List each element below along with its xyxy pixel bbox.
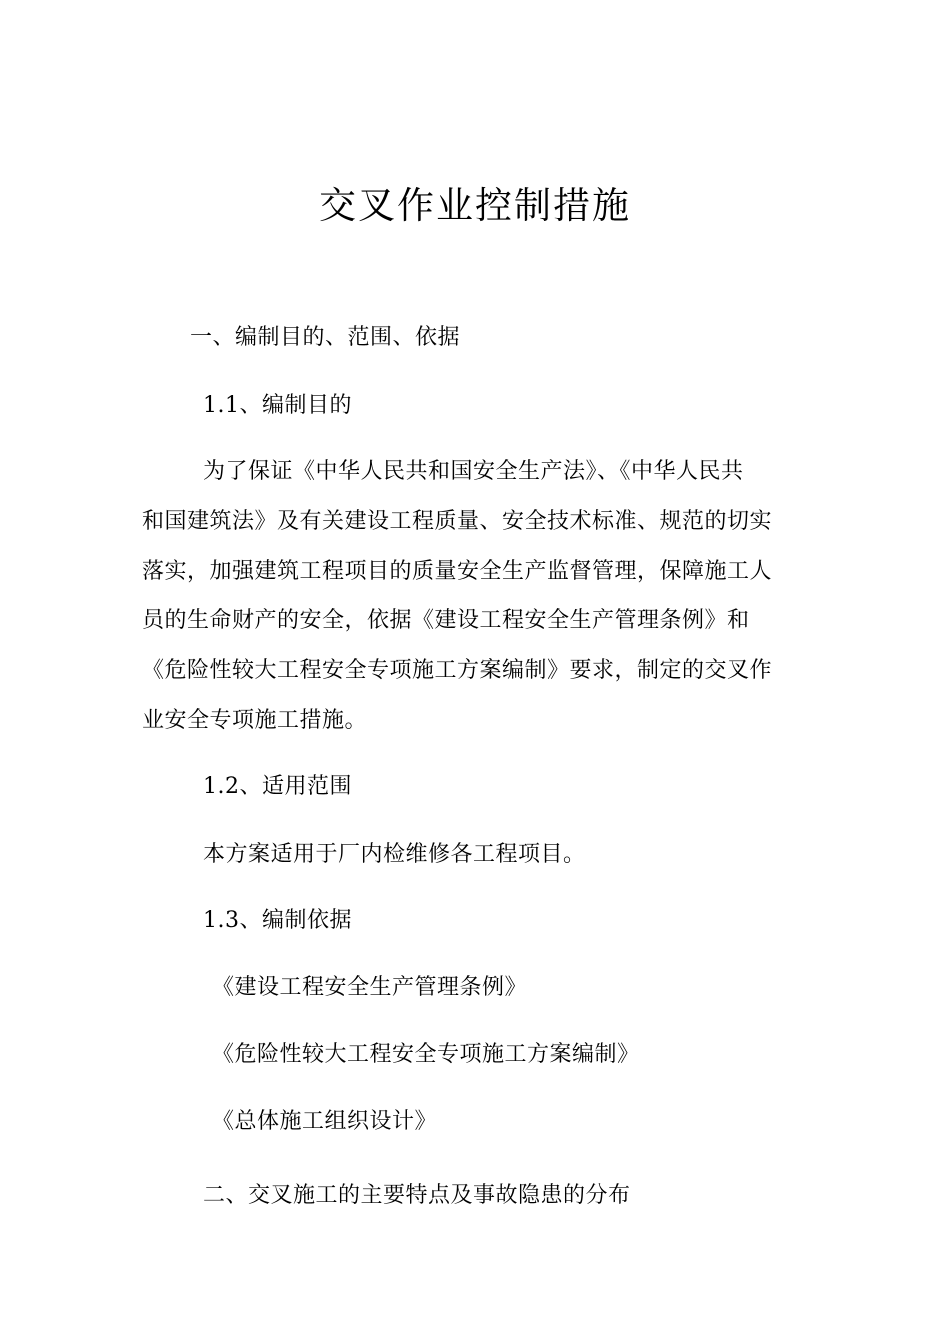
paragraph-line: 《危险性较大工程安全专项施工方案编制》要求，制定的交叉作 xyxy=(142,658,773,683)
scope-text: 本方案适用于厂内检维修各工程项目。 xyxy=(203,842,586,867)
section-2-heading: 二、交叉施工的主要特点及事故隐患的分布 xyxy=(203,1183,631,1208)
paragraph-line: 员的生命财产的安全，依据《建设工程安全生产管理条例》和 xyxy=(142,608,750,633)
reference-item: 《建设工程安全生产管理条例》 xyxy=(212,975,528,1000)
subsection-1-1-heading: 1.1、编制目的 xyxy=(203,393,352,418)
paragraph-line: 和国建筑法》及有关建设工程质量、安全技术标准、规范的切实 xyxy=(142,509,773,534)
section-1-heading: 一、编制目的、范围、依据 xyxy=(190,325,461,350)
page-title: 交叉作业控制措施 xyxy=(319,184,631,227)
paragraph-line: 业安全专项施工措施。 xyxy=(142,708,368,733)
subsection-1-3-heading: 1.3、编制依据 xyxy=(203,908,352,933)
subsection-1-2-heading: 1.2、适用范围 xyxy=(203,774,352,799)
reference-item: 《总体施工组织设计》 xyxy=(212,1109,438,1134)
paragraph-line: 落实，加强建筑工程项目的质量安全生产监督管理，保障施工人 xyxy=(142,559,773,584)
paragraph-line: 为了保证《中华人民共和国安全生产法》、《中华人民共 xyxy=(203,459,744,484)
reference-item: 《危险性较大工程安全专项施工方案编制》 xyxy=(212,1042,640,1067)
